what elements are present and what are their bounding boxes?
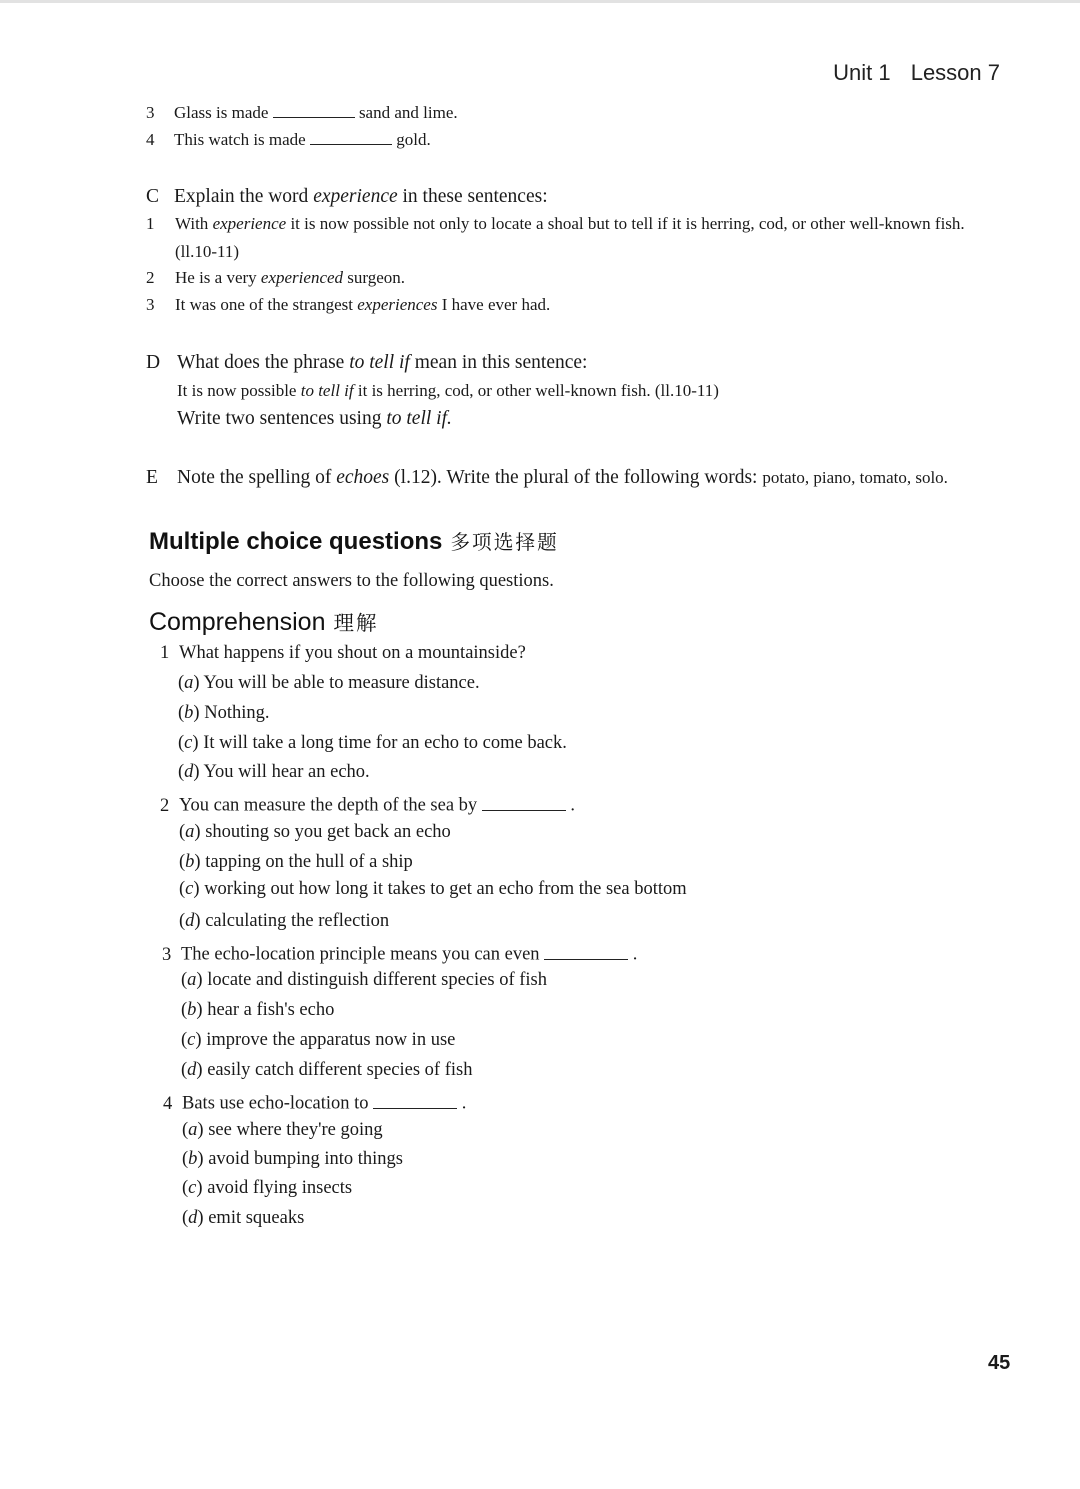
item-word: experienced xyxy=(260,268,344,287)
word-list: potato, piano, tomato, solo. xyxy=(762,468,948,487)
option[interactable]: (a) see where they're going xyxy=(182,1120,383,1140)
option-text: tapping on the hull of a ship xyxy=(205,852,413,872)
example-text: It is now possible xyxy=(177,381,297,400)
exercise-c-prompt xyxy=(146,186,548,208)
mcq-heading xyxy=(149,526,559,556)
option[interactable]: (c) avoid flying insects xyxy=(182,1178,353,1198)
option-text: It will take a long time for an echo to come back. xyxy=(203,733,567,753)
question-number: 2 xyxy=(160,795,170,816)
item-text: sand and lime. xyxy=(358,103,458,123)
question-3: 3 The echo-location principle means you can even . xyxy=(162,941,637,966)
question-text: What happens if you shout on a mountainside? xyxy=(179,643,526,663)
option[interactable]: (d) calculating the reflection xyxy=(179,911,390,931)
question-number: 4 xyxy=(163,1093,173,1114)
prompt-text: Note the spelling of xyxy=(177,467,332,488)
option[interactable]: (a) locate and distinguish different species of fish xyxy=(181,970,547,990)
mcq-title-chinese: 多项选择题 xyxy=(450,531,559,554)
exercise-c-item-1 xyxy=(146,214,965,234)
question-text: Bats use echo-location to xyxy=(182,1093,369,1114)
prompt-text: mean in this sentence: xyxy=(414,352,588,373)
option-text: easily catch different species of fish xyxy=(207,1060,473,1080)
option[interactable]: (d) easily catch different species of fish xyxy=(181,1060,473,1080)
option[interactable]: (b) Nothing. xyxy=(178,703,270,723)
section-title: Comprehension xyxy=(149,608,326,636)
option[interactable]: (a) You will be able to measure distance. xyxy=(178,673,480,693)
option-text: emit squeaks xyxy=(208,1208,305,1228)
exercise-letter: D xyxy=(146,352,161,373)
option-letter: d xyxy=(185,911,195,931)
item-number: 1 xyxy=(146,214,155,233)
option-letter: a xyxy=(185,822,195,842)
item-number: 4 xyxy=(146,130,155,150)
item-text: surgeon. xyxy=(347,268,406,287)
question-2: 2 You can measure the depth of the sea by . xyxy=(160,792,575,817)
option[interactable]: (d) emit squeaks xyxy=(182,1208,305,1228)
answer-blank xyxy=(273,101,355,118)
option-letter: a xyxy=(184,673,194,693)
option-text: see where they're going xyxy=(208,1120,383,1140)
exercise-letter: E xyxy=(146,467,158,488)
item-number: 3 xyxy=(146,103,155,123)
answer-blank xyxy=(482,792,566,811)
option-text: avoid flying insects xyxy=(207,1178,353,1198)
option[interactable]: (b) hear a fish's echo xyxy=(181,1000,335,1020)
exercise-c-item-3 xyxy=(146,295,550,315)
item-word: experiences xyxy=(357,295,438,314)
option-letter: d xyxy=(184,762,194,782)
item-text: It was one of the strangest xyxy=(175,295,353,314)
running-header xyxy=(819,60,1000,86)
exercise-e-prompt xyxy=(146,467,948,489)
option-text: calculating the reflection xyxy=(205,911,390,931)
option-text: Nothing. xyxy=(204,703,270,723)
option-letter: c xyxy=(184,733,193,753)
option-text: hear a fish's echo xyxy=(207,1000,335,1020)
option-letter: b xyxy=(184,703,194,723)
item-text: He is a very xyxy=(175,268,257,287)
option-text: locate and distinguish different species of fish xyxy=(207,970,547,990)
question-text: You can measure the depth of the sea by xyxy=(179,795,478,816)
option[interactable]: (a) shouting so you get back an echo xyxy=(179,822,451,842)
question-text: The echo-location principle means you can even xyxy=(181,944,540,965)
option[interactable]: (d) You will hear an echo. xyxy=(178,762,370,782)
question-number: 3 xyxy=(162,944,172,965)
item-number: 2 xyxy=(146,268,155,287)
unit-label: Unit 1 xyxy=(833,60,891,85)
item-text: With xyxy=(175,214,209,233)
top-border xyxy=(0,0,1080,3)
exercise-d-example xyxy=(177,381,719,401)
option-letter: b xyxy=(187,1000,197,1020)
task-phrase: to tell if. xyxy=(386,408,452,429)
option[interactable]: (c) It will take a long time for an echo to come back. xyxy=(178,733,567,753)
line-reference: (ll.10-11) xyxy=(175,242,240,261)
option[interactable]: (c) improve the apparatus now in use xyxy=(181,1030,456,1050)
prompt-text: Explain the word xyxy=(174,186,309,207)
option-letter: a xyxy=(188,1120,198,1140)
option-text: shouting so you get back an echo xyxy=(205,822,451,842)
option-letter: b xyxy=(188,1149,198,1169)
question-4: 4 Bats use echo-location to . xyxy=(163,1090,466,1115)
answer-blank xyxy=(373,1090,457,1109)
exercise-c-item-2 xyxy=(146,268,405,288)
option-letter: c xyxy=(185,879,194,899)
item-text: gold. xyxy=(396,130,431,150)
option-letter: b xyxy=(185,852,195,872)
option-letter: c xyxy=(188,1178,197,1198)
item-number: 3 xyxy=(146,295,155,314)
option-text: You will be able to measure distance. xyxy=(203,673,480,693)
prompt-word: experience xyxy=(313,186,398,207)
prompt-word: echoes xyxy=(336,467,390,488)
option-letter: d xyxy=(187,1060,197,1080)
item-text: it is now possible not only to locate a shoal but to tell if it is herring, cod, or other well-known fish. xyxy=(290,214,965,233)
task-text: Write two sentences using xyxy=(177,408,382,429)
prompt-text: in these sentences: xyxy=(402,186,548,207)
option[interactable]: (c) working out how long it takes to get an echo from the sea bottom xyxy=(179,879,687,899)
exercise-d-prompt xyxy=(146,352,587,374)
answer-blank xyxy=(310,128,392,145)
exercise-d-task xyxy=(177,408,452,430)
exercise-b-item-3 xyxy=(146,101,458,123)
option-letter: c xyxy=(187,1030,196,1050)
prompt-phrase: to tell if xyxy=(349,352,410,373)
item-text: This watch is made xyxy=(174,130,306,150)
option-text: improve the apparatus now in use xyxy=(206,1030,456,1050)
example-text: it is herring, cod, or other well-known fish. (ll.10-11) xyxy=(357,381,719,400)
question-number: 1 xyxy=(160,643,170,663)
mcq-title: Multiple choice questions xyxy=(149,528,443,555)
example-phrase: to tell if xyxy=(300,381,354,400)
option[interactable]: (b) tapping on the hull of a ship xyxy=(179,852,413,872)
option-text: working out how long it takes to get an echo from the sea bottom xyxy=(204,879,687,899)
lesson-label: Lesson 7 xyxy=(910,60,1000,85)
option[interactable]: (b) avoid bumping into things xyxy=(182,1149,403,1169)
option-letter: d xyxy=(188,1208,198,1228)
mcq-instruction: Choose the correct answers to the following questions. xyxy=(149,571,554,591)
answer-blank xyxy=(544,941,628,960)
comprehension-heading xyxy=(149,606,379,637)
item-word: experience xyxy=(212,214,287,233)
option-text: avoid bumping into things xyxy=(208,1149,403,1169)
exercise-b-item-4 xyxy=(146,128,431,150)
option-text: You will hear an echo. xyxy=(203,762,370,782)
option-letter: a xyxy=(187,970,197,990)
section-title-chinese: 理解 xyxy=(333,611,379,635)
item-text: I have ever had. xyxy=(441,295,551,314)
page-number: 45 xyxy=(988,1352,1011,1374)
item-text: Glass is made xyxy=(174,103,269,123)
question-1 xyxy=(160,643,526,664)
exercise-letter: C xyxy=(146,186,160,207)
prompt-text: (l.12). Write the plural of the following words: xyxy=(394,467,758,488)
prompt-text: What does the phrase xyxy=(177,352,345,373)
